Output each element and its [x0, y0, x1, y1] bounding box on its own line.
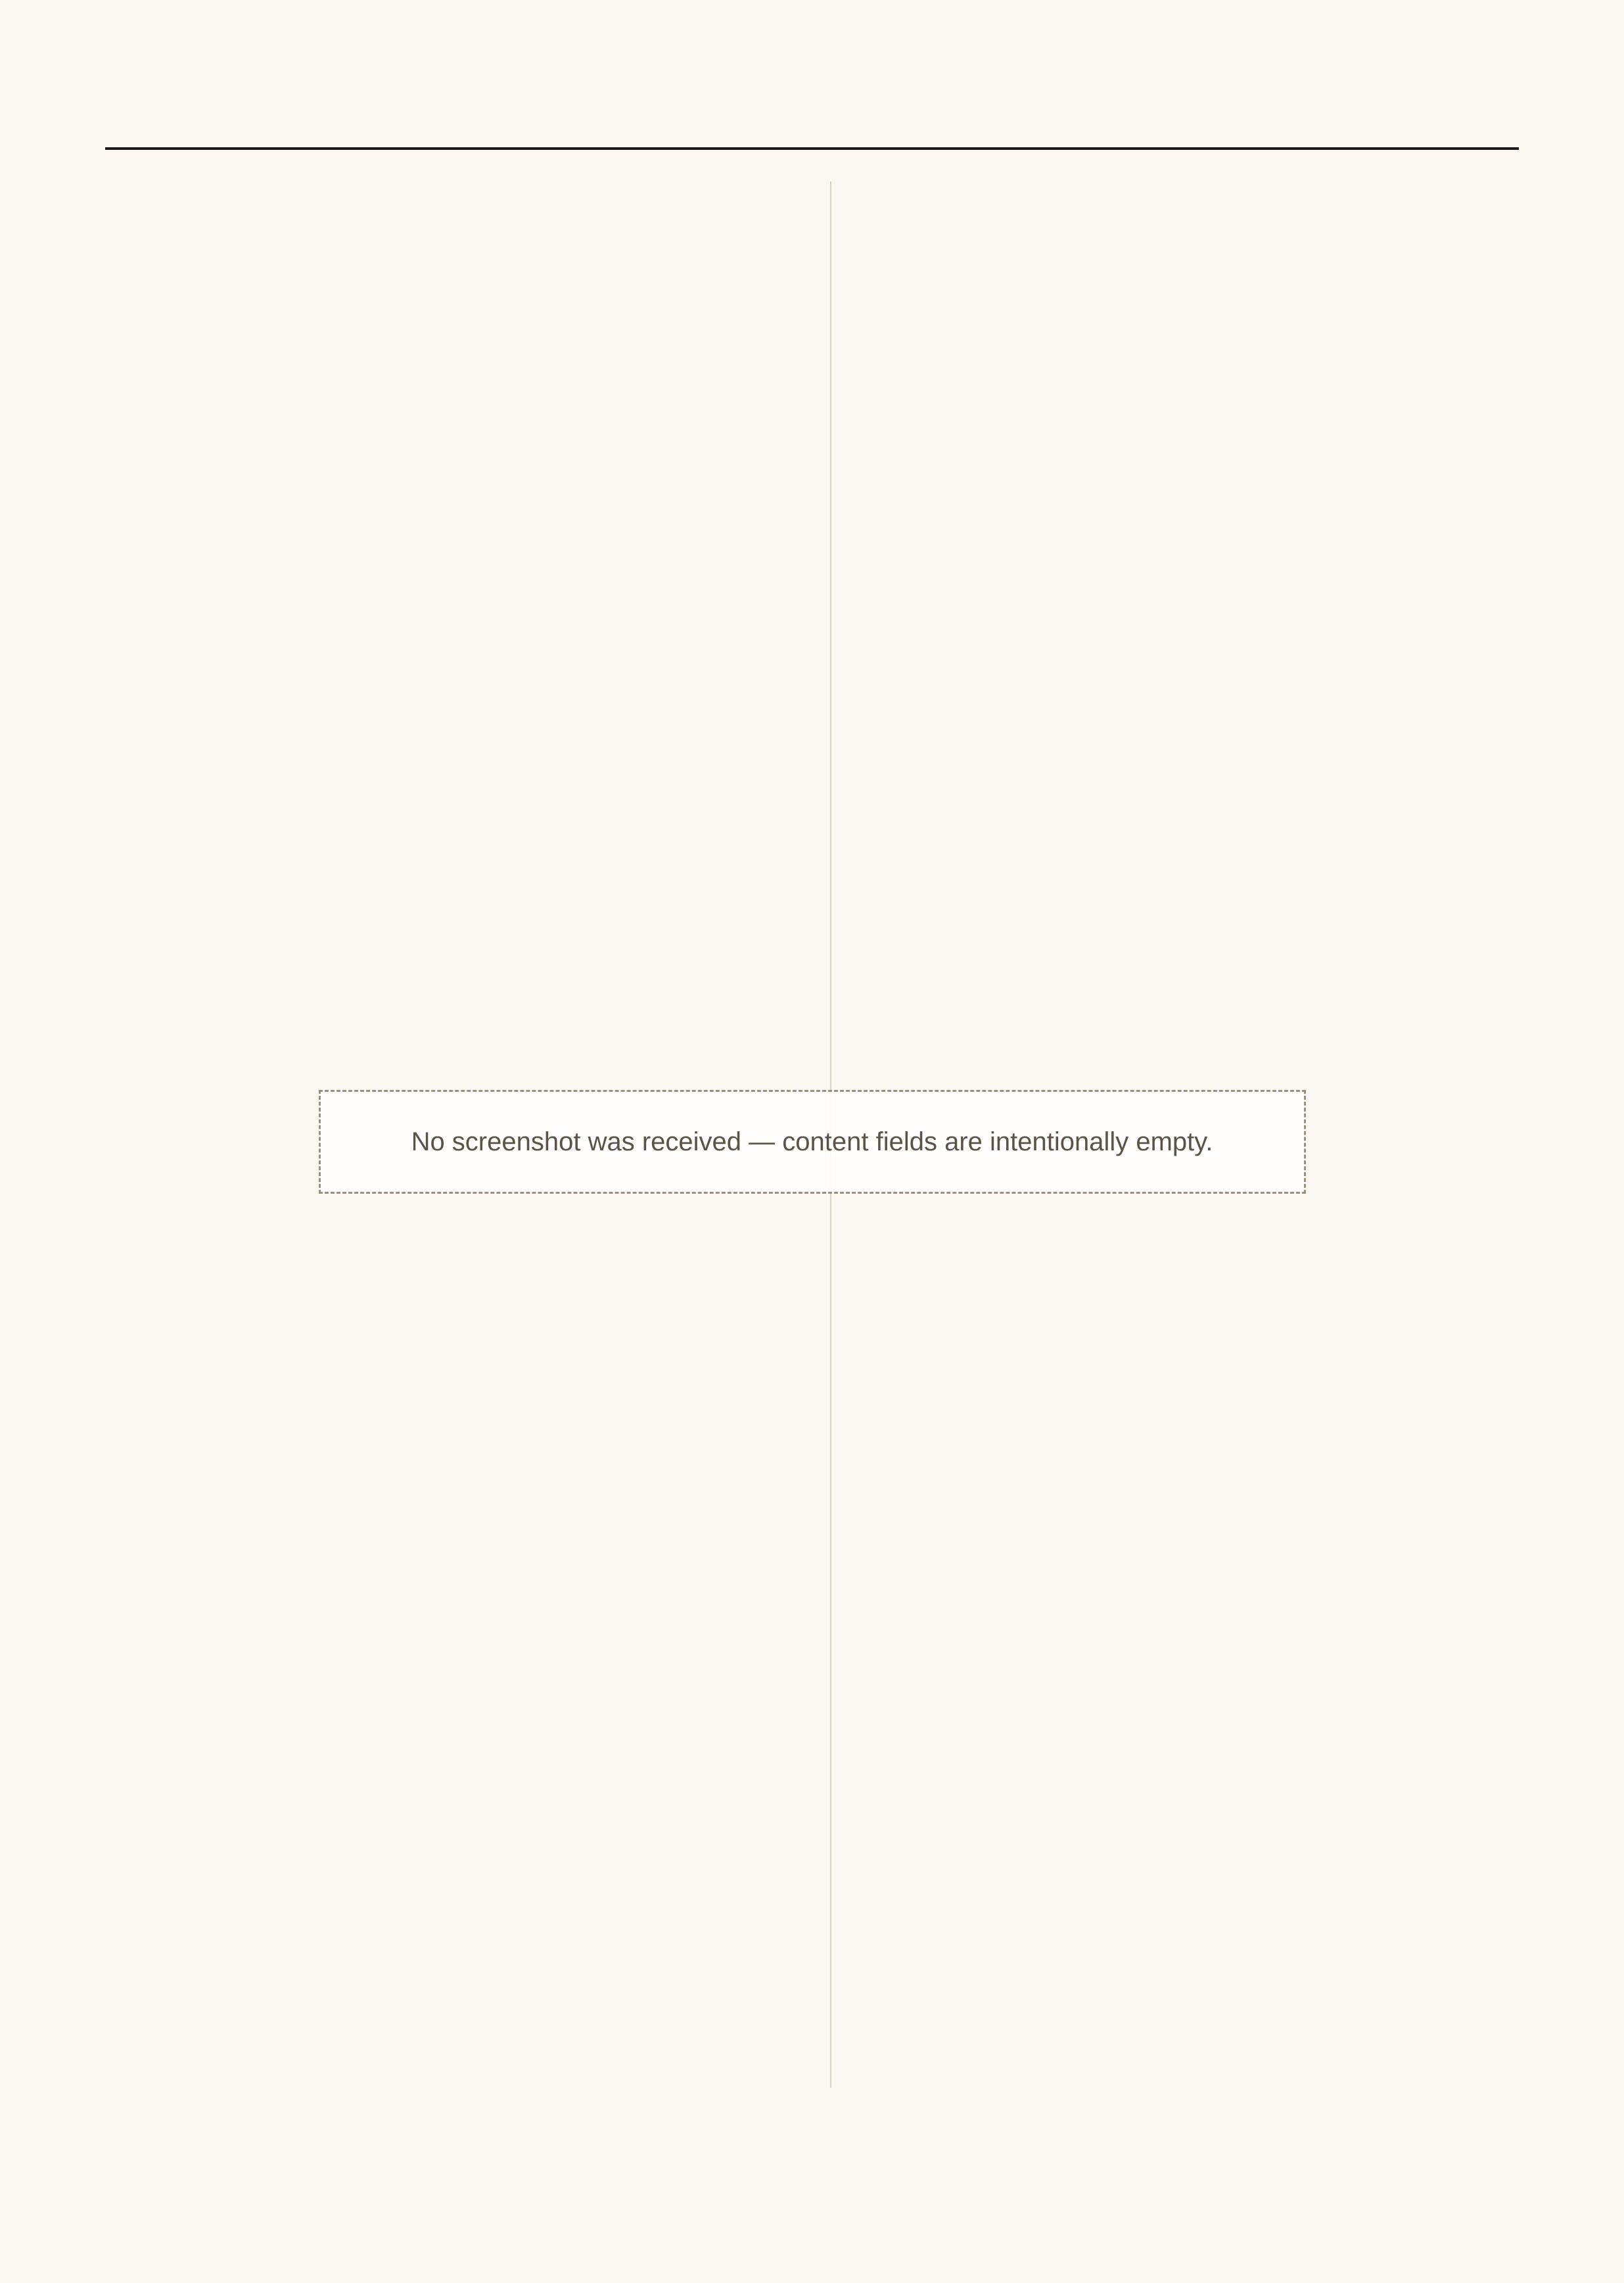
- page-header: [105, 92, 1519, 150]
- missing-image-notice: No screenshot was received — content fields are intentionally empty.: [319, 1090, 1306, 1194]
- page-footer: [105, 2191, 1519, 2217]
